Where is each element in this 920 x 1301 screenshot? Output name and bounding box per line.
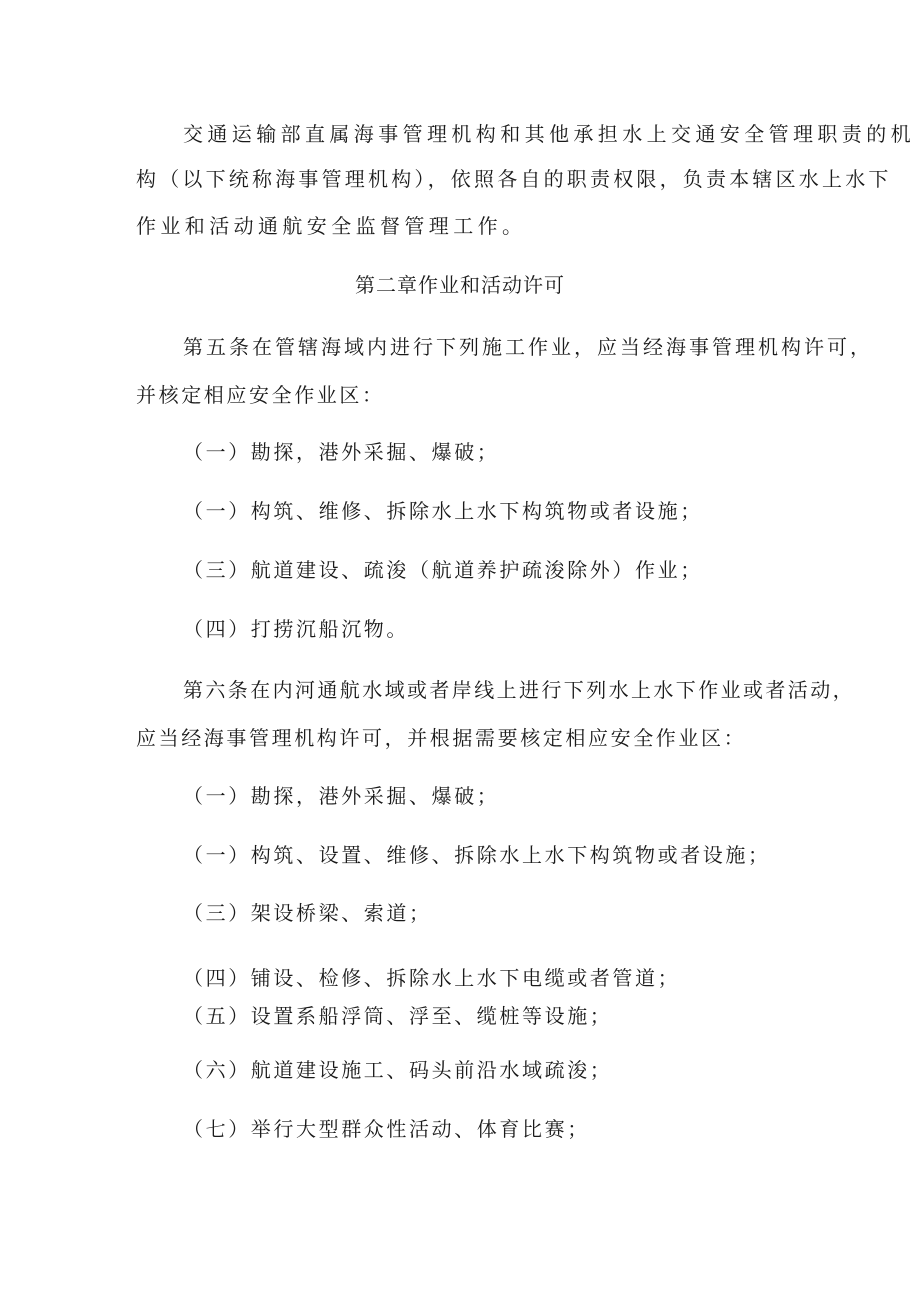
article-5-line-1: 第五条在管辖海域内进行下列施工作业，应当经海事管理机构许可， [183, 335, 873, 359]
article-5-item-4: （四）打捞沉船沉物。 [183, 617, 409, 641]
article-6-item-3: （三）架设桥梁、索道； [183, 901, 432, 925]
article-5-line-2: 并核定相应安全作业区： [136, 383, 385, 407]
article-6-item-1: （一）勘探，港外采掘、爆破； [183, 784, 500, 808]
article-6-item-7: （七）举行大型群众性活动、体育比赛； [183, 1117, 590, 1141]
article-6-item-5: （五）设置系船浮筒、浮至、缆桩等设施； [183, 1004, 613, 1028]
chapter-title: 第二章作业和活动许可 [355, 273, 565, 297]
article-6-item-4: （四）铺设、检修、拆除水上水下电缆或者管道； [183, 966, 681, 990]
article-6-line-2: 应当经海事管理机构许可，并根据需要核定相应安全作业区： [136, 726, 747, 750]
paragraph-1-line-2: 构（以下统称海事管理机构），依照各自的职责权限，负责本辖区水上水下 [136, 167, 892, 191]
article-6-item-2: （一）构筑、设置、维修、拆除水上水下构筑物或者设施； [183, 843, 771, 867]
article-5-item-3: （三）航道建设、疏浚（航道养护疏浚除外）作业； [183, 558, 703, 582]
article-5-item-2: （一）构筑、维修、拆除水上水下构筑物或者设施； [183, 499, 703, 523]
article-6-line-1: 第六条在内河通航水域或者岸线上进行下列水上水下作业或者活动， [183, 678, 855, 702]
article-6-item-6: （六）航道建设施工、码头前沿水域疏浚； [183, 1058, 613, 1082]
article-5-item-1: （一）勘探，港外采掘、爆破； [183, 440, 500, 464]
paragraph-1-line-1: 交通运输部直属海事管理机构和其他承担水上交通安全管理职责的机 [183, 122, 915, 146]
paragraph-1-line-3: 作业和活动通航安全监督管理工作。 [136, 214, 527, 238]
